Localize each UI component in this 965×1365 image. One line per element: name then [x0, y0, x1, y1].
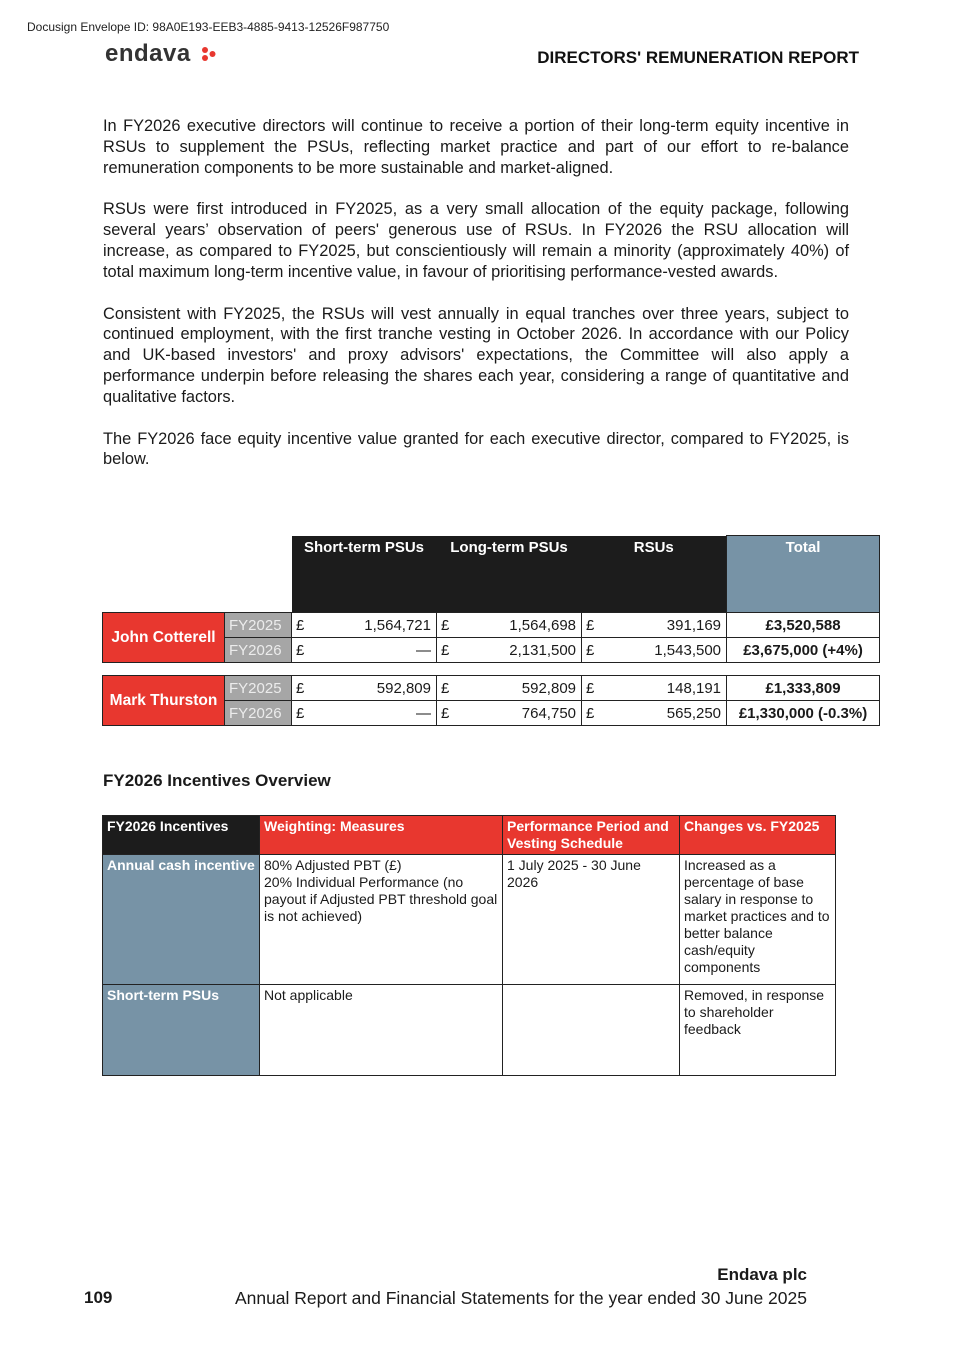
table-header-row — [103, 536, 880, 613]
director-name: Mark Thurston — [103, 676, 225, 726]
section-header: DIRECTORS' REMUNERATION REPORT — [537, 48, 859, 67]
director-name: John Cotterell — [103, 613, 225, 663]
changes-cell: Removed, in response to shareholder feedback — [680, 985, 836, 1076]
incentives-table — [102, 815, 836, 1076]
year-label: FY2025 — [225, 613, 292, 638]
incentive-label: Short-term PSUs — [103, 985, 260, 1076]
company-logo — [105, 40, 217, 69]
footer-company: Endava plc — [717, 1265, 807, 1284]
column-header: RSUs — [582, 536, 727, 613]
year-label: FY2025 — [225, 676, 292, 701]
total-value: £1,330,000 (-0.3%) — [727, 701, 880, 726]
footer-report-title: Annual Report and Financial Statements for the year ended 30 June 2025 — [234, 1288, 807, 1308]
column-header: Performance Period and Vesting Schedule — [503, 816, 680, 855]
paragraph: Consistent with FY2025, the RSUs will vest annually in equal tranches over three years, subject to continued employment, with the first tranche vesting in October 2026. In accordance with our Policy and UK-based investors' and proxy advisors' expectations, the Committee will also apply a performance underpin before releasing the shares each year, considering a range of quantitative and qualitative factors. — [103, 304, 849, 406]
short-term-psu-value: — — [314, 638, 437, 663]
column-header: Short-term PSUs — [292, 536, 437, 613]
year-label: FY2026 — [225, 638, 292, 663]
paragraph: RSUs were first introduced in FY2025, as a very small allocation of the equity package, following several years’ observation of peers' generous use of RSUs. In FY2026 the RSU allocation will increase, as compared to FY2025, but conscientiously will remain a minority (approximately 40%) of total maximum long-term incentive value, in favour of prioritising performance-vested awards. — [103, 200, 849, 281]
long-term-psu-value: 2,131,500 — [459, 638, 582, 663]
envelope-id: Docusign Envelope ID: 98A0E193-EEB3-4885-9413-12526F987750 — [27, 20, 390, 34]
column-header: FY2026 Incentives — [103, 816, 260, 855]
incentive-label: Annual cash incentive — [103, 855, 260, 985]
paragraph: The FY2026 face equity incentive value granted for each executive director, compared to FY2025, is below. — [103, 429, 849, 469]
table-row: FY2026 £ — £ 764,750 £ 565,250 £1,330,000 (-0.3%) — [103, 701, 880, 726]
table-row: John Cotterell FY2025 £ 1,564,721 £ 1,564,698 £ 391,169 £3,520,588 — [103, 613, 880, 638]
rsu-value: 148,191 — [604, 676, 727, 701]
weighting-cell: 80% Adjusted PBT (£) 20% Individual Performance (no payout if Adjusted PBT threshold goal is not achieved) — [260, 855, 503, 985]
section-subtitle: FY2026 Incentives Overview — [103, 771, 331, 790]
rsu-value: 1,543,500 — [604, 638, 727, 663]
table-row: FY2026 £ — £ 2,131,500 £ 1,543,500 £3,675,000 (+4%) — [103, 638, 880, 663]
endava-dots-icon — [201, 41, 217, 69]
total-value: £1,333,809 — [727, 676, 880, 701]
table-row: Mark Thurston FY2025 £ 592,809 £ 592,809 £ 148,191 £1,333,809 — [103, 676, 880, 701]
long-term-psu-value: 592,809 — [459, 676, 582, 701]
column-header: Total — [727, 536, 880, 613]
rsu-value: 391,169 — [604, 613, 727, 638]
rsu-value: 565,250 — [604, 701, 727, 726]
table-header-row — [103, 816, 836, 855]
page-number: 109 — [84, 1288, 113, 1307]
long-term-psu-value: 1,564,698 — [459, 613, 582, 638]
table-row — [103, 985, 836, 1076]
total-value: £3,520,588 — [727, 613, 880, 638]
year-label: FY2026 — [225, 701, 292, 726]
logo-text: endava — [105, 40, 191, 67]
total-value: £3,675,000 (+4%) — [727, 638, 880, 663]
paragraph: In FY2026 executive directors will continue to receive a portion of their long-term equity incentive in RSUs to supplement the PSUs, reflecting market practice and part of our effort to re-balance remuneration components to be more sustainable and market-aligned. — [103, 117, 849, 177]
column-header: Changes vs. FY2025 — [680, 816, 836, 855]
short-term-psu-value: — — [314, 701, 437, 726]
long-term-psu-value: 764,750 — [459, 701, 582, 726]
body-text — [103, 116, 849, 491]
equity-value-table — [102, 535, 879, 726]
period-cell: 1 July 2025 - 30 June 2026 — [503, 855, 680, 985]
weighting-cell: Not applicable — [260, 985, 503, 1076]
short-term-psu-value: 1,564,721 — [314, 613, 437, 638]
short-term-psu-value: 592,809 — [314, 676, 437, 701]
column-header: Weighting: Measures — [260, 816, 503, 855]
period-cell — [503, 985, 680, 1076]
table-row — [103, 855, 836, 985]
changes-cell: Increased as a percentage of base salary in response to market practices and to better balance cash/equity components — [680, 855, 836, 985]
column-header: Long-term PSUs — [437, 536, 582, 613]
